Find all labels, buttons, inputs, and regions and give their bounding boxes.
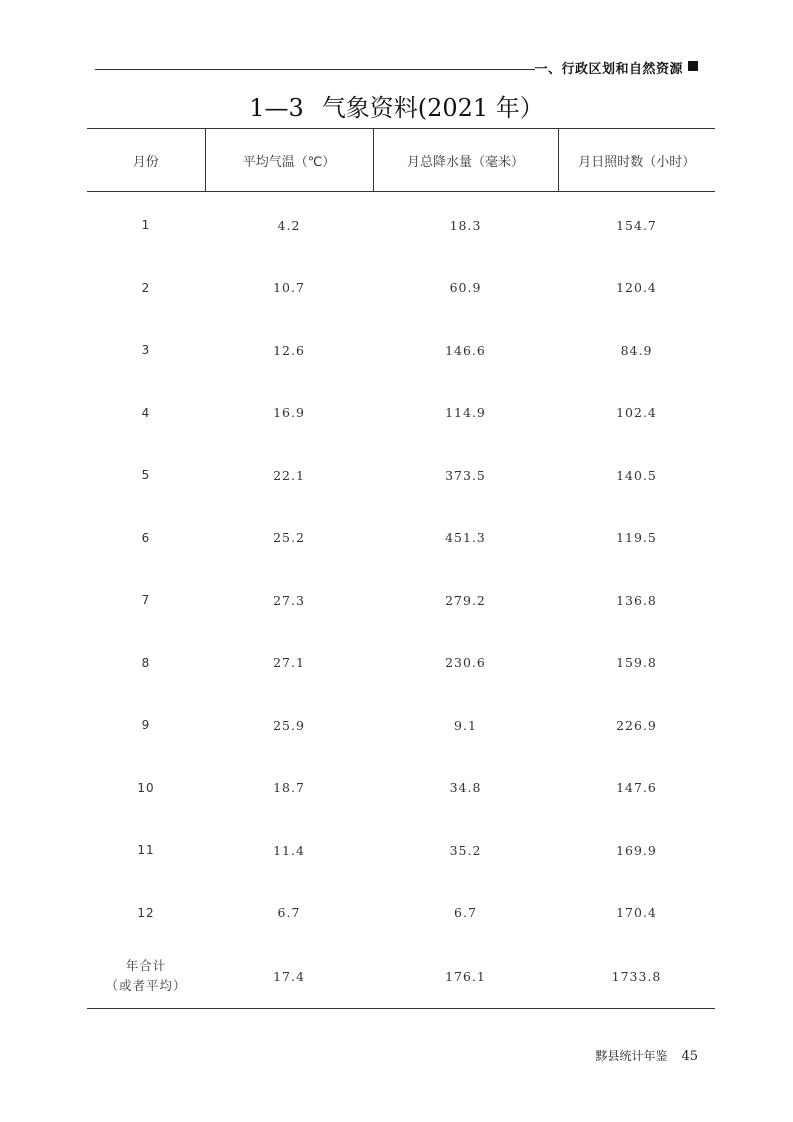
cell-precipitation: 60.9 — [449, 280, 482, 296]
cell-sunshine: 159.8 — [616, 655, 657, 671]
cell-precipitation: 279.2 — [445, 592, 486, 608]
table-row — [87, 382, 715, 445]
column-header-temperature: 平均气温（℃） — [205, 129, 373, 192]
cell-sunshine: 140.5 — [616, 467, 657, 483]
table-row — [87, 507, 715, 570]
cell-total-label — [87, 944, 205, 1009]
cell-precipitation: 114.9 — [445, 405, 486, 421]
cell-precipitation: 34.8 — [449, 780, 482, 796]
table-row — [87, 694, 715, 757]
cell-month: 10 — [137, 780, 155, 795]
cell-temperature: 27.1 — [273, 655, 305, 671]
cell-temperature: 10.7 — [273, 280, 305, 296]
table-title: 气象资料(2021 年） — [321, 94, 544, 122]
cell-precipitation: 18.3 — [449, 217, 482, 233]
cell-precipitation: 9.1 — [454, 717, 477, 733]
total-label-line1: 年合计 — [125, 958, 167, 973]
cell-precipitation: 373.5 — [445, 467, 486, 483]
table-number: 1—3 — [249, 94, 304, 122]
cell-month: 1 — [141, 218, 151, 233]
cell-temperature: 18.7 — [273, 780, 305, 796]
cell-total-temperature: 17.4 — [205, 944, 373, 1009]
section-square-icon — [688, 61, 698, 71]
total-label-line2: （或者平均） — [105, 978, 187, 993]
cell-total-precipitation: 176.1 — [373, 944, 558, 1009]
page-number: 45 — [681, 1049, 698, 1064]
cell-temperature: 16.9 — [273, 405, 305, 421]
cell-precipitation: 146.6 — [445, 342, 486, 358]
table-row — [87, 257, 715, 320]
table-row — [87, 444, 715, 507]
cell-month: 2 — [141, 280, 151, 295]
cell-temperature: 4.2 — [277, 217, 301, 233]
cell-month: 4 — [141, 405, 151, 420]
cell-sunshine: 84.9 — [620, 342, 653, 358]
cell-temperature: 25.2 — [273, 530, 305, 546]
header-rule — [95, 69, 535, 70]
cell-month: 9 — [141, 718, 151, 733]
cell-total-sunshine: 1733.8 — [558, 944, 715, 1009]
page-footer — [595, 1047, 698, 1064]
table-row — [87, 569, 715, 632]
column-header-month: 月份 — [87, 129, 205, 192]
cell-sunshine: 170.4 — [616, 905, 657, 921]
cell-sunshine: 169.9 — [616, 842, 657, 858]
cell-month: 3 — [141, 343, 151, 358]
cell-temperature: 25.9 — [273, 717, 305, 733]
cell-sunshine: 154.7 — [616, 217, 657, 233]
table-row — [87, 192, 715, 257]
cell-sunshine: 102.4 — [616, 405, 657, 421]
cell-sunshine: 136.8 — [616, 592, 657, 608]
cell-temperature: 22.1 — [273, 467, 305, 483]
cell-precipitation: 35.2 — [449, 842, 482, 858]
table-total-row — [87, 944, 715, 1009]
weather-table — [87, 128, 715, 1009]
column-header-precipitation: 月总降水量（毫米） — [373, 129, 558, 192]
cell-sunshine: 226.9 — [616, 717, 657, 733]
cell-sunshine: 147.6 — [616, 780, 657, 796]
section-label: 一、行政区划和自然资源 — [534, 62, 683, 77]
cell-temperature: 6.7 — [277, 905, 301, 921]
total-label — [105, 956, 186, 996]
cell-sunshine: 119.5 — [616, 530, 657, 546]
table-row — [87, 819, 715, 882]
cell-temperature: 11.4 — [273, 842, 305, 858]
cell-month: 6 — [141, 530, 151, 545]
cell-month: 5 — [141, 468, 151, 483]
cell-precipitation: 6.7 — [454, 905, 477, 921]
cell-precipitation: 230.6 — [445, 655, 486, 671]
cell-temperature: 12.6 — [273, 342, 305, 358]
table-row — [87, 632, 715, 695]
cell-precipitation: 451.3 — [445, 530, 486, 546]
cell-month: 11 — [137, 843, 155, 858]
page-title — [0, 88, 793, 123]
cell-temperature: 27.3 — [273, 592, 305, 608]
table-row — [87, 757, 715, 820]
table-header-row — [87, 129, 715, 192]
cell-month: 7 — [141, 593, 151, 608]
table-row — [87, 319, 715, 382]
cell-month: 8 — [141, 655, 151, 670]
table-row — [87, 882, 715, 945]
cell-sunshine: 120.4 — [616, 280, 657, 296]
footer-book-title: 黟县统计年鉴 — [595, 1049, 668, 1063]
cell-month: 12 — [137, 905, 155, 920]
column-header-sunshine: 月日照时数（小时） — [558, 129, 715, 192]
